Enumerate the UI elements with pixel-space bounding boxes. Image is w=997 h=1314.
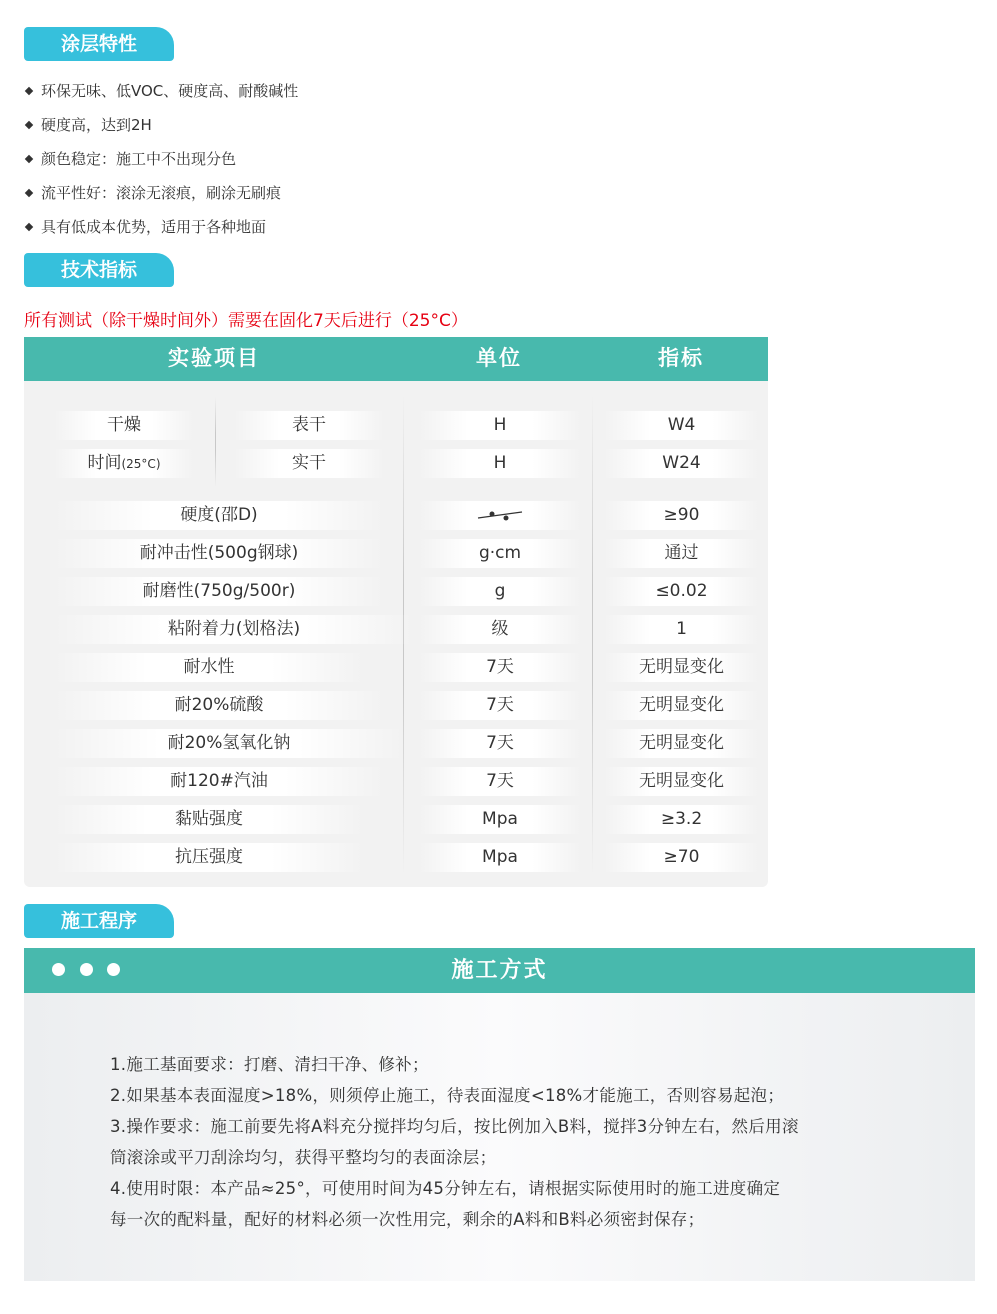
bullet-diamond-icon	[25, 121, 33, 129]
row-value: ≤0.02	[604, 577, 759, 606]
list-item	[24, 108, 298, 142]
bullet-diamond-icon	[25, 87, 33, 95]
hard-dry-value: W24	[604, 449, 759, 478]
hard-dry-label: 实干	[234, 449, 384, 478]
row-value: ≥90	[604, 501, 759, 530]
row-unit: g	[419, 577, 581, 606]
list-item	[24, 176, 298, 210]
row-value: 1	[604, 615, 759, 644]
row-item: 粘附着力(划格法)	[54, 615, 414, 644]
row-item: 耐磨性(750g/500r)	[54, 577, 384, 606]
row-unit: Mpa	[419, 843, 581, 872]
step-line: 1.施工基面要求：打磨、清扫干净、修补；	[110, 1055, 429, 1074]
feature-list	[24, 74, 298, 244]
row-unit: 级	[419, 615, 581, 644]
construction-panel	[24, 948, 975, 1281]
drying-label-2: 时间(25°C)	[54, 449, 194, 478]
header-indicator: 指标	[658, 346, 704, 370]
surface-dry-label: 表干	[234, 411, 384, 440]
spec-table	[24, 337, 768, 887]
row-unit: 7天	[419, 767, 581, 796]
row-unit: g·cm	[419, 539, 581, 568]
row-item: 抗压强度	[54, 843, 364, 872]
feature-text: 硬度高，达到2H	[41, 116, 152, 134]
row-item: 硬度(邵D)	[54, 501, 384, 530]
step-line: 4.使用时限：本产品≈25°，可使用时间为45分钟左右，请根据实际使用时的施工进度确定	[110, 1179, 781, 1198]
section-title-construction: 施工程序	[24, 904, 174, 938]
row-unit: 7天	[419, 691, 581, 720]
bullet-diamond-icon	[25, 155, 33, 163]
row-item: 黏贴强度	[54, 805, 364, 834]
construction-panel-title: 施工方式	[451, 958, 548, 983]
row-value: ≥3.2	[604, 805, 759, 834]
feature-text: 颜色稳定：施工中不出现分色	[41, 150, 237, 168]
feature-text: 流平性好：滚涂无滚痕，刷涂无刷痕	[41, 184, 282, 202]
spec-table-header	[24, 337, 768, 381]
list-item	[24, 74, 298, 108]
row-value: 无明显变化	[604, 767, 759, 796]
drying-label-1: 干燥	[54, 411, 194, 440]
feature-text: 环保无味、低VOC、硬度高、耐酸碱性	[41, 82, 299, 100]
column-divider	[215, 397, 216, 487]
row-item: 耐冲击性(500g钢球)	[54, 539, 384, 568]
list-item	[24, 210, 298, 244]
row-unit	[419, 501, 581, 530]
row-value: 通过	[604, 539, 759, 568]
section-title-tech-specs: 技术指标	[24, 253, 174, 287]
row-unit: Mpa	[419, 805, 581, 834]
section-title-coating-features: 涂层特性	[24, 27, 174, 61]
bullet-diamond-icon	[25, 189, 33, 197]
bullet-diamond-icon	[25, 223, 33, 231]
row-item: 耐水性	[54, 653, 364, 682]
row-item: 耐120#汽油	[54, 767, 384, 796]
hardness-symbol-icon	[470, 505, 530, 525]
step-line: 3.操作要求：施工前要先将A料充分搅拌均匀后，按比例加入B料，搅拌3分钟左右，然后用滚	[110, 1117, 799, 1136]
row-value: 无明显变化	[604, 653, 759, 682]
surface-dry-value: W4	[604, 411, 759, 440]
test-condition-note: 所有测试（除干燥时间外）需要在固化7天后进行（25°C）	[24, 311, 468, 331]
row-unit: 7天	[419, 729, 581, 758]
row-value: 无明显变化	[604, 691, 759, 720]
step-line: 筒滚涂或平刀刮涂均匀，获得平整均匀的表面涂层；	[110, 1148, 497, 1167]
column-divider	[592, 395, 593, 875]
row-value: 无明显变化	[604, 729, 759, 758]
feature-text: 具有低成本优势，适用于各种地面	[41, 218, 267, 236]
surface-dry-unit: H	[419, 411, 581, 440]
row-value: ≥70	[604, 843, 759, 872]
list-item	[24, 142, 298, 176]
construction-panel-header	[24, 948, 975, 993]
header-unit: 单位	[476, 346, 522, 370]
construction-steps	[110, 1049, 880, 1235]
step-line: 每一次的配料量，配好的材料必须一次性用完，剩余的A料和B料必须密封保存；	[110, 1210, 705, 1229]
row-unit: 7天	[419, 653, 581, 682]
hard-dry-unit: H	[419, 449, 581, 478]
header-test-item: 实验项目	[168, 346, 260, 370]
row-item: 耐20%氢氧化钠	[54, 729, 404, 758]
row-item: 耐20%硫酸	[54, 691, 384, 720]
step-line: 2.如果基本表面湿度>18%，则须停止施工，待表面湿度<18%才能施工，否则容易起泡；	[110, 1086, 785, 1105]
